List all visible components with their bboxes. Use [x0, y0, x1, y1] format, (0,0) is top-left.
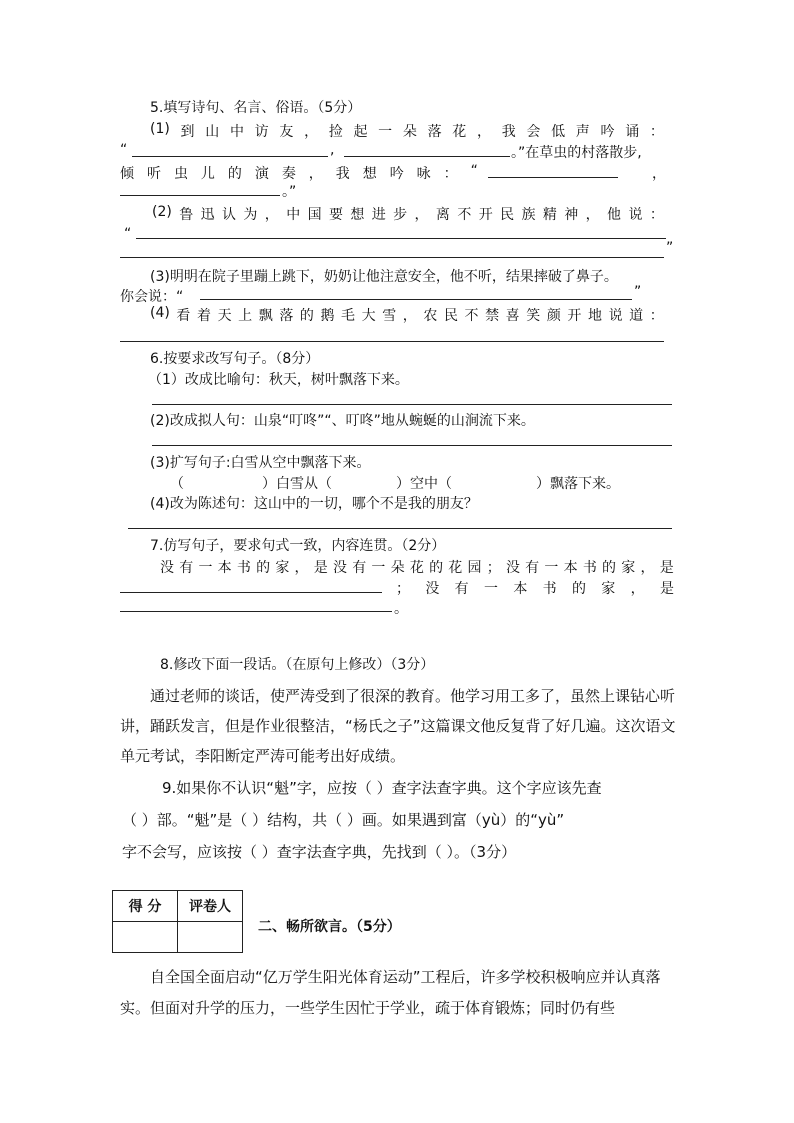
text-char: 本 [513, 581, 528, 597]
text-char: 离 [435, 207, 450, 223]
text-char: 没 [160, 560, 174, 576]
text-char: 毛 [341, 308, 356, 324]
text-char: 国 [307, 207, 322, 223]
text-char: 民 [500, 207, 515, 223]
answer-line[interactable] [200, 299, 632, 300]
text-char: 鹅 [320, 308, 335, 324]
text-char: ， [640, 560, 655, 576]
q6-p1: （1）改成比喻句：秋天，树叶飘落下来。 [148, 372, 409, 388]
text-char: 飘 [258, 308, 273, 324]
text-char: 奏 [281, 166, 296, 182]
q5-p2-line1 [152, 204, 664, 224]
answer-line[interactable] [132, 156, 328, 157]
text-char: 要 [328, 207, 343, 223]
text-char: (1) [150, 121, 170, 137]
text-char: 花 [452, 124, 467, 140]
text-char: 没 [332, 560, 347, 576]
text-char: 禁 [485, 308, 500, 324]
text-char: 精 [542, 207, 557, 223]
text-char: 的 [227, 166, 242, 182]
text-char: 是 [659, 581, 674, 597]
q9-line2: （ ）部。“魁”是（ ）结构，共（ ）画。如果遇到富（yù）的“yù” [122, 811, 565, 829]
text-char: 园 [467, 560, 482, 576]
text-char: 一 [544, 560, 559, 576]
q6-title: 6.按要求改写句子。（8分） [150, 351, 320, 367]
text-char: 想 [350, 207, 365, 223]
text-char: ： [443, 166, 458, 182]
text-char: 我 [335, 166, 350, 182]
text-char: 进 [371, 207, 386, 223]
answer-line[interactable] [120, 195, 280, 196]
text-char: 开 [478, 207, 493, 223]
q5-p3-line2-start: 你会说：“ [120, 289, 184, 305]
text-char: ： [649, 308, 664, 324]
text-char: ， [585, 207, 600, 223]
score-table [112, 890, 243, 953]
q6-p3-fill-2: ）白雪从（ [262, 476, 332, 492]
grader-header: 评卷人 [178, 891, 243, 922]
text-char: 看 [176, 308, 191, 324]
q7-line2 [396, 578, 674, 598]
text-char: ： [649, 124, 664, 140]
text-char: 不 [464, 308, 479, 324]
text-char: 书 [582, 560, 597, 576]
text-char: 为 [243, 207, 258, 223]
q5-p1-line3-end: ， [652, 166, 666, 182]
q7-line3-end: 。 [394, 601, 408, 617]
score-header: 得 分 [113, 891, 178, 922]
q7-line1 [160, 557, 674, 577]
score-cell[interactable] [113, 922, 178, 953]
q5-p1-open-quote: “ [120, 142, 128, 158]
q8-paragraph [120, 681, 676, 771]
text-char: 本 [217, 560, 232, 576]
section2-paragraph-text: 自全国全面启动“亿万学生阳光体育运动”工程后，许多学校积极响应并认真落实。但面对升学的压力，一些学生因忙于学业，疏于体育锻炼；同时仍有些 [120, 968, 661, 1017]
text-char: 想 [362, 166, 377, 182]
text-char: 是 [659, 560, 674, 576]
text-char: 喜 [505, 308, 520, 324]
text-char: 有 [352, 560, 367, 576]
q5-p3-close-quote: ” [634, 284, 642, 300]
text-char: 中 [286, 207, 301, 223]
text-char: 一 [198, 560, 213, 576]
q7-title: 7.仿写句子，要求句式一致，内容连贯。（2分） [150, 538, 446, 554]
q5-title: 5.填写诗句、名言、俗语。（5分） [150, 100, 362, 116]
text-char: (4) [150, 305, 170, 321]
text-char: 捡 [328, 124, 343, 140]
text-char: 中 [229, 124, 244, 140]
text-char: 落 [279, 308, 294, 324]
text-char: ， [308, 166, 323, 182]
text-char: 诵 [625, 124, 640, 140]
text-char: 是 [313, 560, 328, 576]
text-char: 说 [608, 308, 623, 324]
text-char: 访 [254, 124, 269, 140]
answer-line[interactable] [152, 445, 672, 446]
answer-line[interactable] [120, 592, 382, 593]
text-char: ， [630, 581, 645, 597]
text-char: 天 [217, 308, 232, 324]
text-char: 书 [542, 581, 557, 597]
text-char: 声 [575, 124, 590, 140]
text-char: 迅 [200, 207, 215, 223]
text-char: 有 [525, 560, 540, 576]
text-char: 的 [256, 560, 271, 576]
text-char: 低 [551, 124, 566, 140]
answer-line[interactable] [344, 156, 510, 157]
text-char: 一 [378, 124, 393, 140]
text-char: 上 [238, 308, 253, 324]
text-char: ； [396, 581, 410, 597]
text-char: 落 [427, 124, 442, 140]
q5-p2-open-quote: “ [124, 226, 132, 242]
text-char: 会 [526, 124, 541, 140]
answer-line[interactable] [136, 238, 666, 239]
text-char: 友 [279, 124, 294, 140]
section2-paragraph [120, 962, 676, 1024]
text-char: 花 [448, 560, 463, 576]
text-char: 步 [393, 207, 408, 223]
q5-p4-line1 [150, 305, 664, 325]
text-char: 农 [423, 308, 438, 324]
q5-p2-close-quote: ” [666, 240, 674, 256]
text-char: 的 [299, 308, 314, 324]
text-char: 到 [180, 124, 195, 140]
answer-line[interactable] [120, 341, 664, 342]
text-char: 不 [457, 207, 472, 223]
text-char: 儿 [200, 166, 215, 182]
text-char: 鲁 [179, 207, 194, 223]
text-char: ： [649, 207, 664, 223]
text-char: 族 [521, 207, 536, 223]
text-char: 的 [571, 581, 586, 597]
text-char: 吟 [600, 124, 615, 140]
text-char: 山 [205, 124, 220, 140]
text-char: 倾 [120, 166, 134, 182]
q6-p3-fill-3: ）空中（ [396, 476, 452, 492]
text-char: “ [470, 163, 478, 179]
text-char: 道 [629, 308, 644, 324]
text-char: ； [486, 560, 501, 576]
answer-line[interactable] [128, 528, 672, 529]
text-char: ， [304, 124, 319, 140]
text-char: 书 [236, 560, 251, 576]
q6-p2: (2)改成拟人句：山泉“叮咚”“、叮咚”地从蜿蜒的山涧流下来。 [150, 413, 535, 429]
text-char: 着 [197, 308, 211, 324]
text-char: (2) [152, 204, 172, 220]
q5-p1-line1 [150, 121, 664, 141]
text-char: 听 [146, 166, 161, 182]
text-char: 吟 [389, 166, 404, 182]
q8-title: 8.修改下面一段话。（在原句上修改）（3分） [160, 657, 435, 673]
text-char: 一 [371, 560, 386, 576]
text-char: 本 [563, 560, 578, 576]
text-char: 起 [353, 124, 368, 140]
answer-line[interactable] [152, 404, 672, 405]
q6-p3-fill-1: （ [170, 476, 184, 492]
q9-line3: 字不会写，应该按（ ）查字法查字典，先找到（ ）。（3分） [122, 843, 517, 861]
text-char: ， [264, 207, 279, 223]
text-char: 演 [254, 166, 269, 182]
text-char: 颜 [546, 308, 561, 324]
text-char: ， [414, 207, 429, 223]
text-char: 有 [454, 581, 469, 597]
q9-line1: 9.如果你不认识“魁”字，应按（ ）查字法查字典。这个字应该先查 [162, 779, 602, 797]
text-char: 朵 [402, 124, 417, 140]
q6-p3: (3)扩写句子:白雪从空中飘落下来。 [150, 455, 371, 471]
q5-p1-line3 [120, 163, 478, 183]
text-char: 花 [409, 560, 424, 576]
q8-paragraph-text: 通过老师的谈话，使严涛受到了很深的教育。他学习用工多了，虽然上课钻心听讲，踊跃发言，但是作业很整洁，“杨氏之子”这篇课文他反复背了好几遍。这次语文单元考试，李阳断定严涛可能考出好成绩。 [120, 687, 676, 765]
text-char: 地 [587, 308, 602, 324]
text-char: 说 [628, 207, 643, 223]
q5-p1-line2-end: 。”在草虫的村落散步, [511, 145, 642, 161]
text-char: 朵 [390, 560, 405, 576]
text-char: ， [294, 560, 309, 576]
text-char: 我 [501, 124, 516, 140]
text-char: 神 [564, 207, 579, 223]
text-char: 他 [607, 207, 622, 223]
text-char: 雪 [382, 308, 397, 324]
text-char: 咏 [416, 166, 431, 182]
text-char: 家 [601, 581, 616, 597]
grader-cell[interactable] [178, 922, 243, 953]
text-char: 的 [602, 560, 617, 576]
q6-p4: (4)改为陈述句：这山中的一切，哪个不是我的朋友？ [150, 496, 478, 512]
text-char: 家 [621, 560, 636, 576]
text-char: 认 [222, 207, 237, 223]
text-char: 家 [275, 560, 290, 576]
answer-line[interactable] [488, 177, 618, 178]
q5-p1-comma: , [330, 142, 335, 158]
text-char: 开 [567, 308, 582, 324]
text-char: 笑 [526, 308, 541, 324]
answer-line[interactable] [120, 257, 664, 258]
section2-title: 二、畅所欲言。（5分） [258, 919, 401, 935]
text-char: 大 [361, 308, 376, 324]
text-char: 民 [443, 308, 458, 324]
answer-line[interactable] [120, 611, 392, 612]
text-char: ， [402, 308, 417, 324]
q6-p3-fill-4: ）飘落下来。 [536, 476, 620, 492]
text-char: 的 [429, 560, 444, 576]
text-char: 没 [505, 560, 520, 576]
text-char: 没 [425, 581, 440, 597]
text-char: 虫 [173, 166, 188, 182]
q5-p1-line4-end: 。” [282, 184, 297, 200]
q5-p3-line1: (3)明明在院子里蹦上跳下，奶奶让他注意安全，他不听，结果摔破了鼻子。 [150, 269, 618, 285]
text-char: 有 [179, 560, 194, 576]
text-char: 一 [483, 581, 498, 597]
text-char: ， [476, 124, 491, 140]
